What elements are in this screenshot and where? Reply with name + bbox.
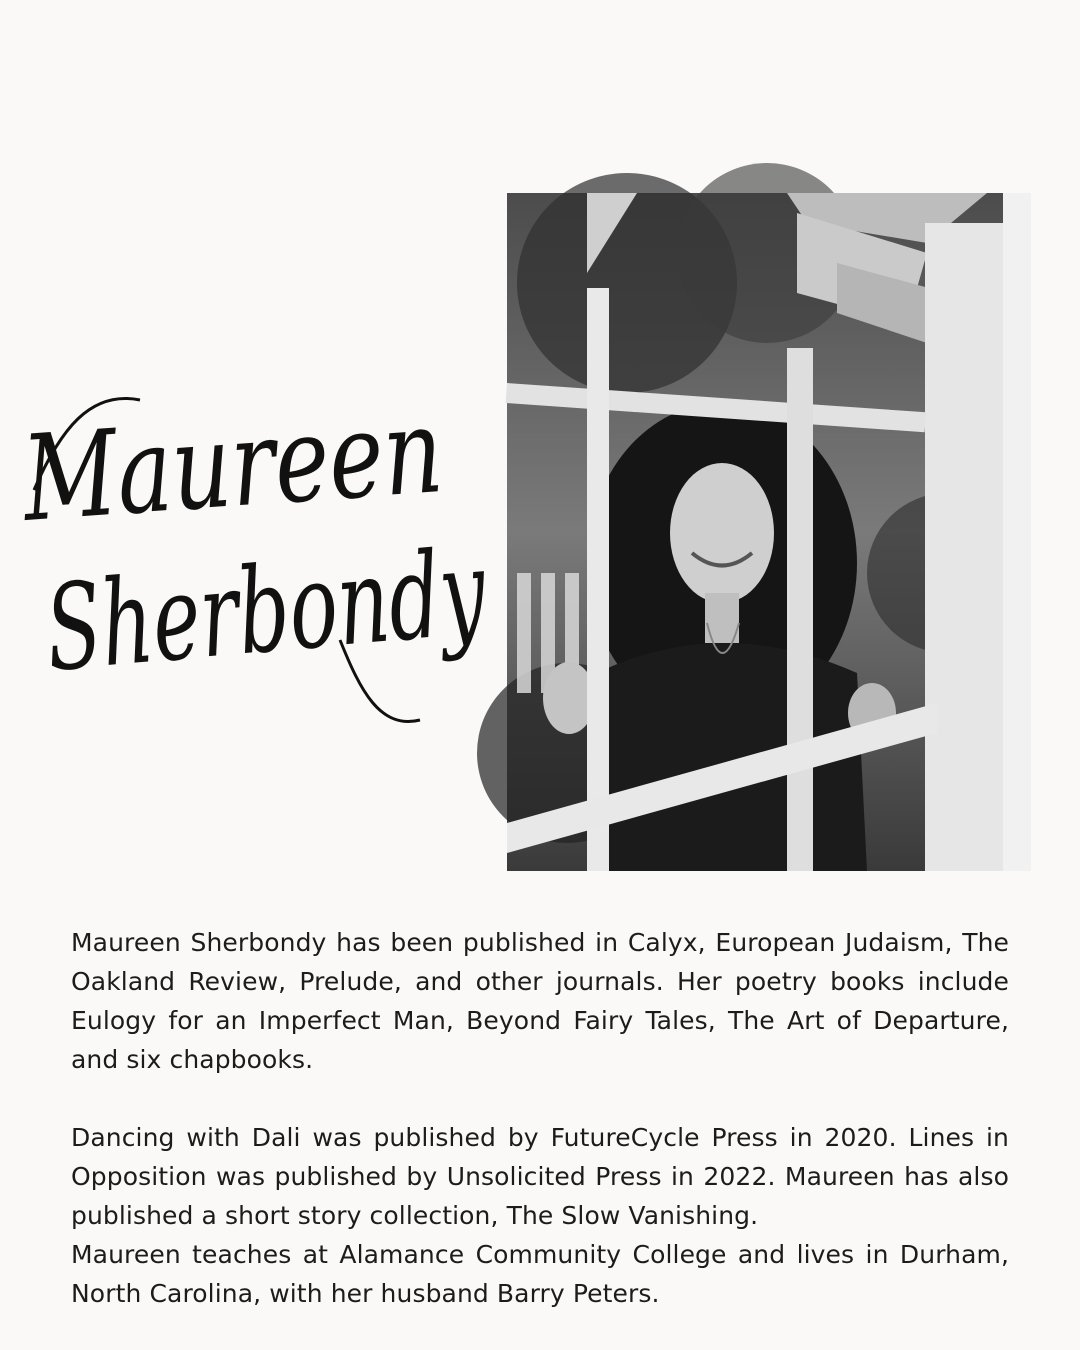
bio-paragraph-1: Maureen Sherbondy has been published in Calyx, European Judaism, The Oakland Review, Prelude, and other journals. Her poetry books include Eulogy for an Imperfect Man, Beyond Fairy Tales, The Art of Departure, and six chapbooks. (71, 928, 1009, 1074)
bio-paragraph-2: Dancing with Dali was published by FutureCycle Press in 2020. Lines in Opposition was published by Unsolicited Press in 2022. Maureen has also published a short story collection, The Slow Vanishing. (71, 1123, 1009, 1230)
first-name: Maureen (18, 372, 566, 548)
bio-paragraph-3: Maureen teaches at Alamance Community College and lives in Durham, North Carolina, with her husband Barry Peters. (71, 1240, 1009, 1308)
author-name-script (18, 370, 698, 770)
portrait-photo-icon (507, 193, 1031, 871)
author-bio (71, 923, 1009, 1313)
author-photo (507, 193, 1031, 871)
last-name: Sherbondy (40, 503, 698, 698)
